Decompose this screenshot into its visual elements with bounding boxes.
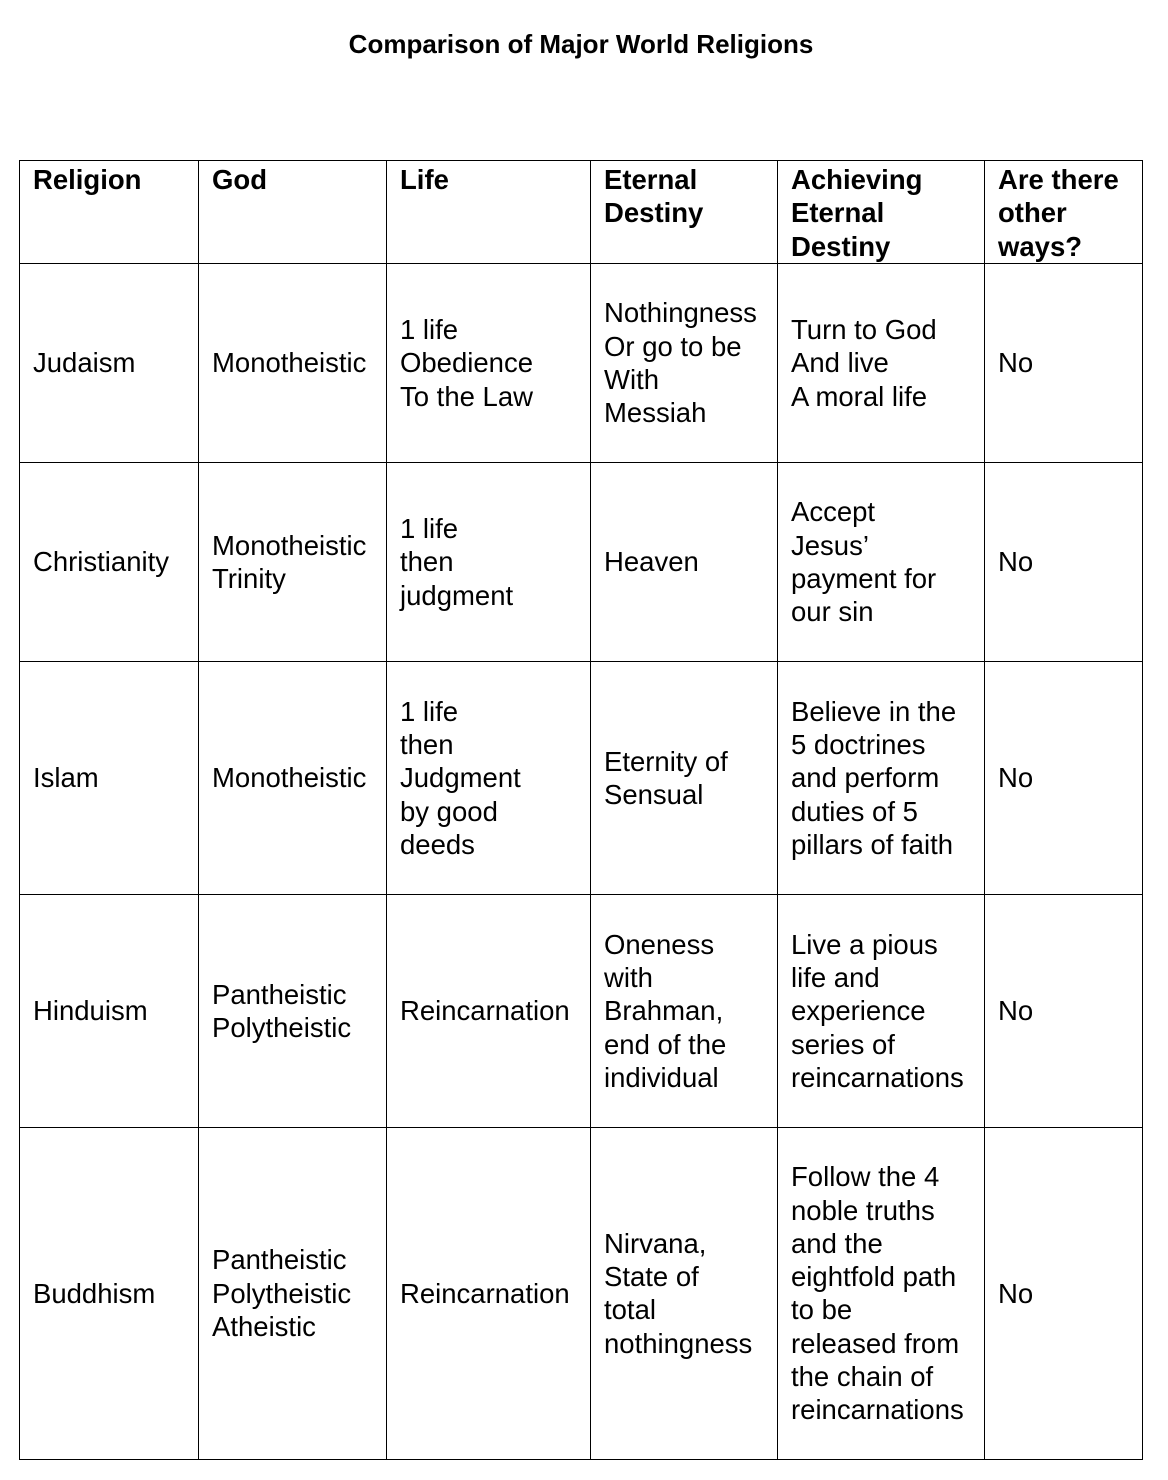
cell-religion: Islam bbox=[20, 661, 199, 894]
table-row bbox=[20, 1127, 1143, 1459]
cell-god: Pantheistic Polytheistic bbox=[199, 894, 387, 1127]
header-other-ways: Are there other ways? bbox=[985, 161, 1143, 264]
cell-eternal-destiny: Eternity of Sensual bbox=[591, 661, 778, 894]
cell-eternal-destiny: Heaven bbox=[591, 462, 778, 661]
cell-other-ways: No bbox=[985, 894, 1143, 1127]
cell-achieving-eternal-destiny: Live a pious life and experience series of reincarnations bbox=[778, 894, 985, 1127]
cell-life: Reincarnation bbox=[387, 1127, 591, 1459]
header-eternal-destiny: Eternal Destiny bbox=[591, 161, 778, 264]
table-row bbox=[20, 462, 1143, 661]
header-achieving-eternal-destiny: Achieving Eternal Destiny bbox=[778, 161, 985, 264]
cell-god: Monotheistic Trinity bbox=[199, 462, 387, 661]
cell-other-ways: No bbox=[985, 661, 1143, 894]
cell-other-ways: No bbox=[985, 1127, 1143, 1459]
cell-god: Pantheistic Polytheistic Atheistic bbox=[199, 1127, 387, 1459]
cell-religion: Judaism bbox=[20, 263, 199, 462]
cell-eternal-destiny: Nirvana, State of total nothingness bbox=[591, 1127, 778, 1459]
cell-life: 1 life then judgment bbox=[387, 462, 591, 661]
cell-life: Reincarnation bbox=[387, 894, 591, 1127]
header-god: God bbox=[199, 161, 387, 264]
table-row bbox=[20, 894, 1143, 1127]
cell-god: Monotheistic bbox=[199, 263, 387, 462]
cell-other-ways: No bbox=[985, 263, 1143, 462]
document-title: Comparison of Major World Religions bbox=[348, 29, 814, 59]
cell-religion: Hinduism bbox=[20, 894, 199, 1127]
header-religion: Religion bbox=[20, 161, 199, 264]
cell-achieving-eternal-destiny: Follow the 4 noble truths and the eightfold path to be released from the chain of reincarnations bbox=[778, 1127, 985, 1459]
table-row bbox=[20, 263, 1143, 462]
table-row bbox=[20, 661, 1143, 894]
cell-life: 1 life Obedience To the Law bbox=[387, 263, 591, 462]
cell-life: 1 life then Judgment by good deeds bbox=[387, 661, 591, 894]
header-life: Life bbox=[387, 161, 591, 264]
table-header-row bbox=[20, 161, 1143, 264]
cell-eternal-destiny: Oneness with Brahman, end of the individual bbox=[591, 894, 778, 1127]
cell-religion: Buddhism bbox=[20, 1127, 199, 1459]
cell-religion: Christianity bbox=[20, 462, 199, 661]
cell-achieving-eternal-destiny: Believe in the 5 doctrines and perform duties of 5 pillars of faith bbox=[778, 661, 985, 894]
cell-other-ways: No bbox=[985, 462, 1143, 661]
comparison-table bbox=[19, 160, 1143, 1460]
cell-god: Monotheistic bbox=[199, 661, 387, 894]
cell-achieving-eternal-destiny: Accept Jesus’ payment for our sin bbox=[778, 462, 985, 661]
cell-eternal-destiny: Nothingness Or go to be With Messiah bbox=[591, 263, 778, 462]
cell-achieving-eternal-destiny: Turn to God And live A moral life bbox=[778, 263, 985, 462]
